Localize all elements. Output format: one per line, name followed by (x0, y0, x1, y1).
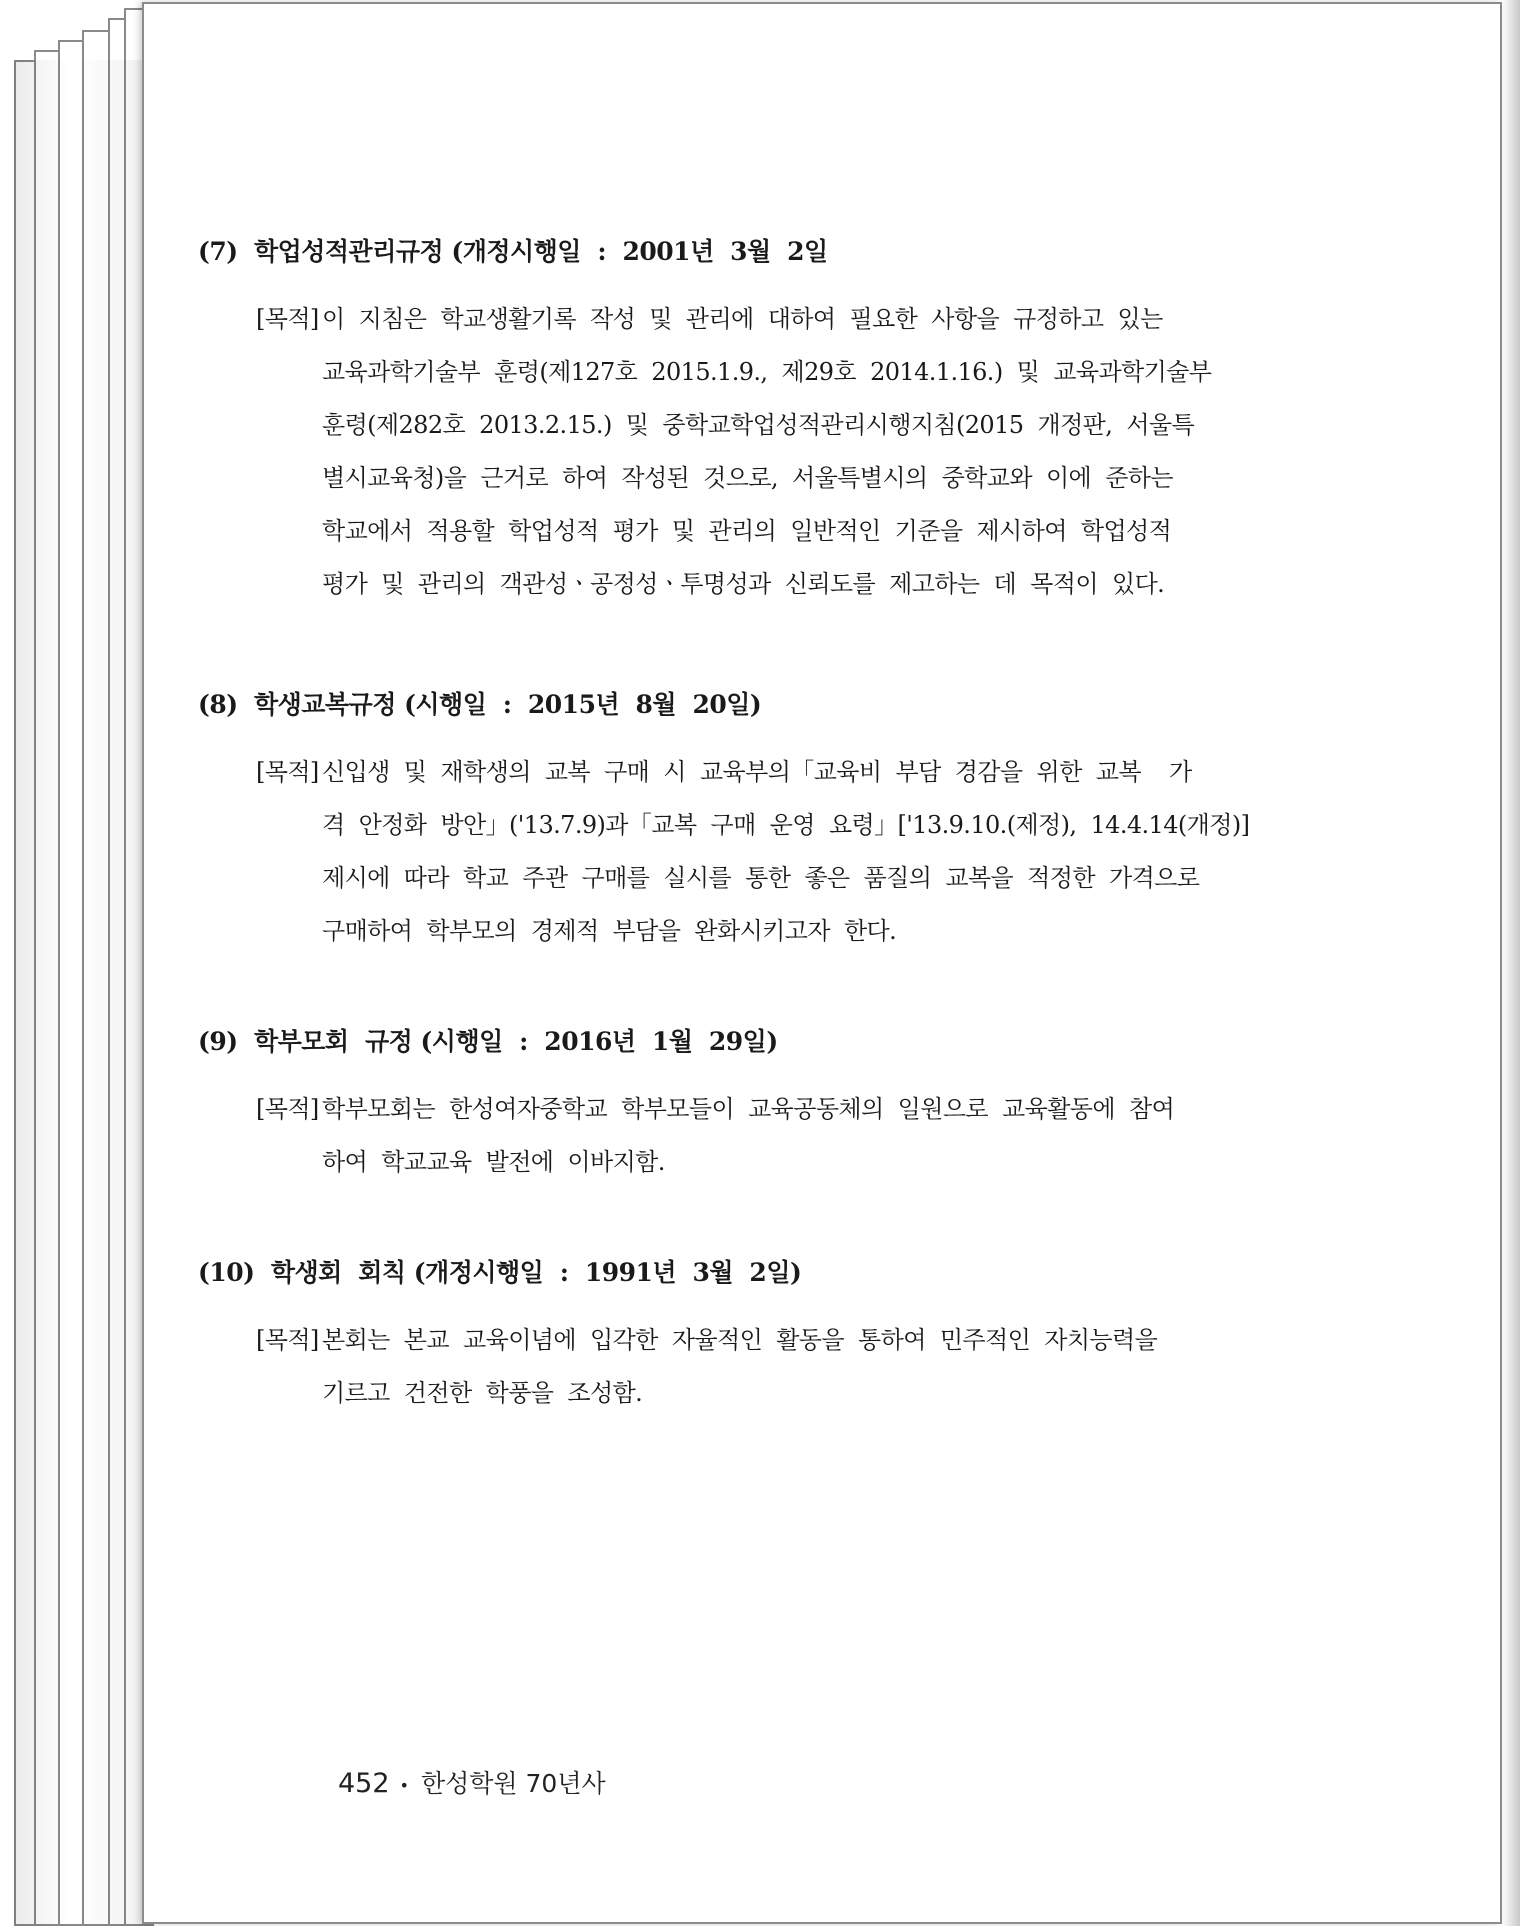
page-number: 452 (338, 1768, 390, 1799)
section-heading: (7) 학업성적관리규정 (개정시행일 : 2001년 3월 2일 (198, 237, 828, 266)
section-heading: (10) 학생회 회칙 (개정시행일 : 1991년 3월 2일) (198, 1258, 802, 1287)
purpose-line: 교육과학기술부 훈령(제127호 2015.1.9., 제29호 2014.1.16.) 및 교육과학기술부 (322, 358, 1212, 386)
section-8 (198, 685, 1344, 958)
purpose-line: 훈령(제282호 2013.2.15.) 및 중학교학업성적관리시행지침(2015 개정판, 서울특 (322, 411, 1195, 439)
purpose-line: 기르고 건전한 학풍을 조성함. (322, 1379, 643, 1407)
purpose-block (256, 1083, 1344, 1189)
purpose-line: 학교에서 적용할 학업성적 평가 및 관리의 일반적인 기준을 제시하여 학업성적 (322, 517, 1172, 545)
purpose-line: 하여 학교교육 발전에 이바지함. (322, 1148, 665, 1176)
purpose-tag: [목적] (256, 305, 319, 333)
page-footer (338, 1764, 606, 1800)
purpose-block (256, 746, 1344, 958)
purpose-line: 이 지침은 학교생활기록 작성 및 관리에 대하여 필요한 사항을 규정하고 있는 (322, 305, 1163, 333)
purpose-line: 별시교육청)을 근거로 하여 작성된 것으로, 서울특별시의 중학교와 이에 준하는 (322, 464, 1173, 492)
section-heading: (8) 학생교복규정 (시행일 : 2015년 8월 20일) (198, 690, 762, 719)
purpose-line: 격 안정화 방안」('13.7.9)과「교복 구매 운영 요령」['13.9.10.(제정), 14.4.14(개정)] (322, 811, 1250, 839)
section-10 (198, 1253, 1344, 1420)
section-heading: (9) 학부모회 규정 (시행일 : 2016년 1월 29일) (198, 1027, 778, 1056)
purpose-line: 구매하여 학부모의 경제적 부담을 완화시키고자 한다. (322, 917, 897, 945)
purpose-line: 평가 및 관리의 객관성ㆍ공정성ㆍ투명성과 신뢰도를 제고하는 데 목적이 있다. (322, 570, 1165, 598)
purpose-line: 신입생 및 재학생의 교복 구매 시 교육부의「교육비 부담 경감을 위한 교복 가 (322, 758, 1192, 786)
purpose-line: 학부모회는 한성여자중학교 학부모들이 교육공동체의 일원으로 교육활동에 참여 (322, 1095, 1175, 1123)
section-9 (198, 1022, 1344, 1189)
purpose-tag: [목적] (256, 1326, 319, 1354)
purpose-line: 본회는 본교 교육이념에 입각한 자율적인 활동을 통하여 민주적인 자치능력을 (322, 1326, 1158, 1354)
page-right-shadow (1502, 0, 1520, 1926)
purpose-block (256, 1314, 1344, 1420)
book-title: 한성학원 70년사 (420, 1769, 606, 1798)
page-content (198, 232, 1344, 1420)
footer-bullet: • (399, 1775, 409, 1795)
section-7 (198, 232, 1344, 611)
purpose-tag: [목적] (256, 758, 319, 786)
purpose-line: 제시에 따라 학교 주관 구매를 실시를 통한 좋은 품질의 교복을 적정한 가격으로 (322, 864, 1200, 892)
purpose-block (256, 293, 1344, 611)
purpose-tag: [목적] (256, 1095, 319, 1123)
